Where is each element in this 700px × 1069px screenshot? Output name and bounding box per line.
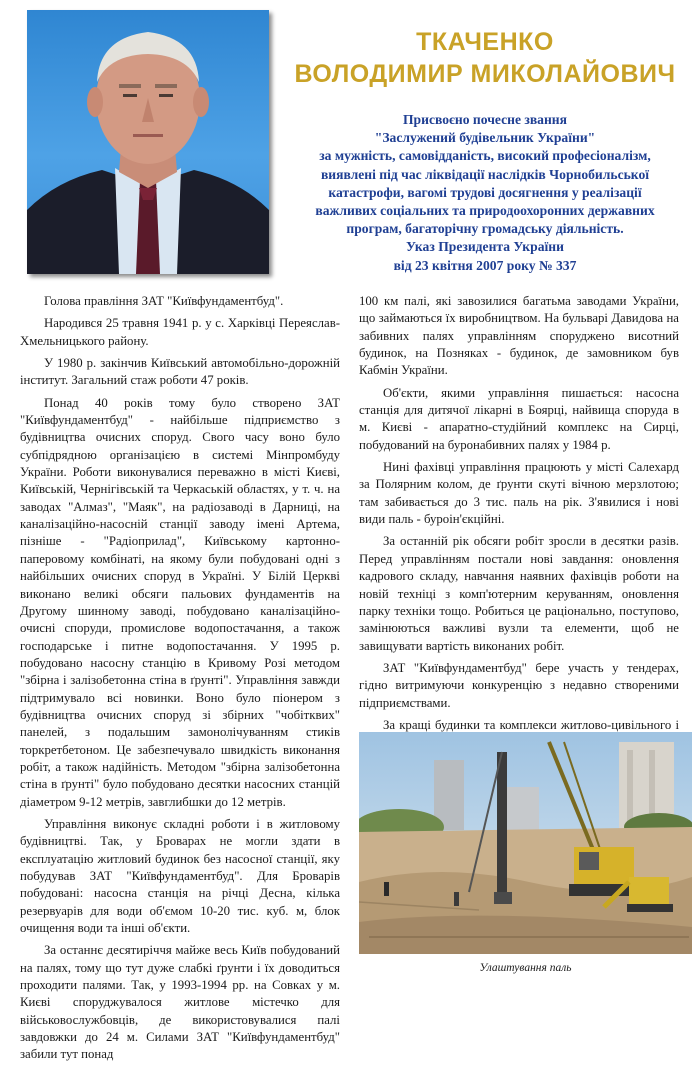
award-line: "Заслужений будівельник України" xyxy=(374,130,596,146)
paragraph: У 1980 р. закінчив Київський автомобільно-дорожній інститут. Загальний стаж роботи 47 років. xyxy=(20,356,340,388)
text-column-right xyxy=(359,293,679,791)
portrait-photo xyxy=(27,10,269,274)
award-line: важливих соціальних та природоохоронних державних xyxy=(315,203,655,219)
award-block xyxy=(285,111,685,275)
paragraph: За останнє десятиріччя майже весь Київ побудований на палях, тому що тут дуже слабкі ґрунти і їх доводиться проходити палями. Так, у 1993-1994 рр. на Совках у м. Києві споруджувалося житлове містечко для військовослужбовців, де використовувалися палі завдовжки до 24 м. Силами ЗАТ "Київфундаментбуд" забили тут понад xyxy=(20,943,340,1062)
name-given: ВОЛОДИМИР МИКОЛАЙОВИЧ xyxy=(294,60,676,88)
award-line: Присвоєно почесне звання xyxy=(402,112,567,127)
award-line: програм, багаторічну громадську діяльність. xyxy=(346,221,624,237)
paragraph: Об'єкти, якими управління пишається: насосна станція для дитячої лікарні в Боярці, найвища споруда в м. Києві - апаратно-студійний комплекс на Сирці, побудований на буронабивних палях у 1984 р. xyxy=(359,385,679,452)
paragraph: Народився 25 травня 1941 р. у с. Харківці Переяслав-Хмельницького району. xyxy=(20,316,340,348)
paragraph: За останній рік обсяги робіт зросли в десятки разів. Перед управлінням постали нові завдання: оновлення кадрового складу, навчання наявних фахівців роботи на новій техніці з комп'ютерним керуванням, оновлення парку техніки тощо. Робиться це раціонально, поступово, замінюються важливі вузли та елементи, щоб не завищувати вартість виконаних робіт. xyxy=(359,534,679,653)
person-name xyxy=(285,26,685,90)
photo-caption: Улаштування паль xyxy=(479,962,572,974)
paragraph: Понад 40 років тому було створено ЗАТ "Київфундаментбуд" - найбільше підприємство з будівництва очисних споруд. Свого часу воно було субпідрядною організацією в системі Мінпромбуду України. Роботи виконувалися переважно в місті Києві, Київській, Чернігівській та Черкаській областях, у т. ч. на заводах "Алмаз", "Маяк", на радіозаводі в Дарниці, на каналізаційно-насосній станції заводу імені Артема, пізніше - "Радіоприлад", Київському картонно-паперовому комбінаті, на якому були побудовані одні з найбільших очисних споруд в Україні. У Білій Церкві виконано великі обсяги пальових фундаментів на Другому шинному заводі, побудовано каналізаційно-очисні споруди, промислове водопостачання, а також господарське і питне водопостачання. У 1995 р. побудовано насосну станцію в Кривому Розі методом "збірна і залізобетонна стіна в ґрунті". Управління завжди підтримувало всі новинки. Воно було піонером з будівництва очисних споруд зі збірних "чобітквих" панелей, з подальшим замонолічуванням стиків торкретбетоном. Це забезпечувало швидкість виконання робіт, а також надійність. Методом "збірна залізобетонна стіна в ґрунті" було побудовано десятки насосних станцій діаметром 9-12 метрів, завглибшки до 12 метрів. xyxy=(20,395,340,809)
text-column-left xyxy=(20,293,340,1069)
paragraph: Голова правління ЗАТ "Київфундаментбуд". xyxy=(44,294,284,308)
construction-photo xyxy=(359,732,692,954)
award-decree-date: від 23 квітня 2007 року № 337 xyxy=(393,257,577,273)
award-line: за мужність, самовідданість, високий професіоналізм, xyxy=(319,148,651,164)
paragraph: За кращі будинки та комплекси житлово-цивільного і xyxy=(383,717,679,732)
name-surname: ТКАЧЕНКО xyxy=(416,28,554,56)
paragraph: 100 км палі, які завозилися багатьма заводами України, що займаються їх виробництвом. На бульварі Давидова на забивних палях управлінням споруджено висотний будинок, на Позняках - будинок, де замовником був Кабмін України. xyxy=(359,294,679,378)
award-line: катастрофи, вагомі трудові досягнення у реалізації xyxy=(328,184,642,200)
award-line: виявлені під час ліквідації наслідків Чорнобильської xyxy=(320,166,650,182)
award-decree: Указ Президента України xyxy=(406,239,564,255)
paragraph: Нині фахівці управління працюють у місті Салехард за Полярним колом, де ґрунти скуті вічною мерзлотою; там забивається до 3 тис. паль на рік. З'явилися і нові види паль - буроін'єкційні. xyxy=(359,460,679,527)
paragraph: Управління виконує складні роботи і в житловому будівництві. Так, у Броварах не могли здати в експлуатацію житловий будинок без насосної станції, яку побудував ЗАТ "Київфундаментбуд". Для Броварів побудовані: насосна станція на річці Десна, кілька резервуарів для води об'ємом 10-20 тис. куб. м, блок очищення води та інші об'єкти. xyxy=(20,816,340,936)
paragraph: ЗАТ "Київфундаментбуд" бере участь у тендерах, гідно витримуючи конкуренцію з недавно створеними підприємствами. xyxy=(359,660,679,710)
